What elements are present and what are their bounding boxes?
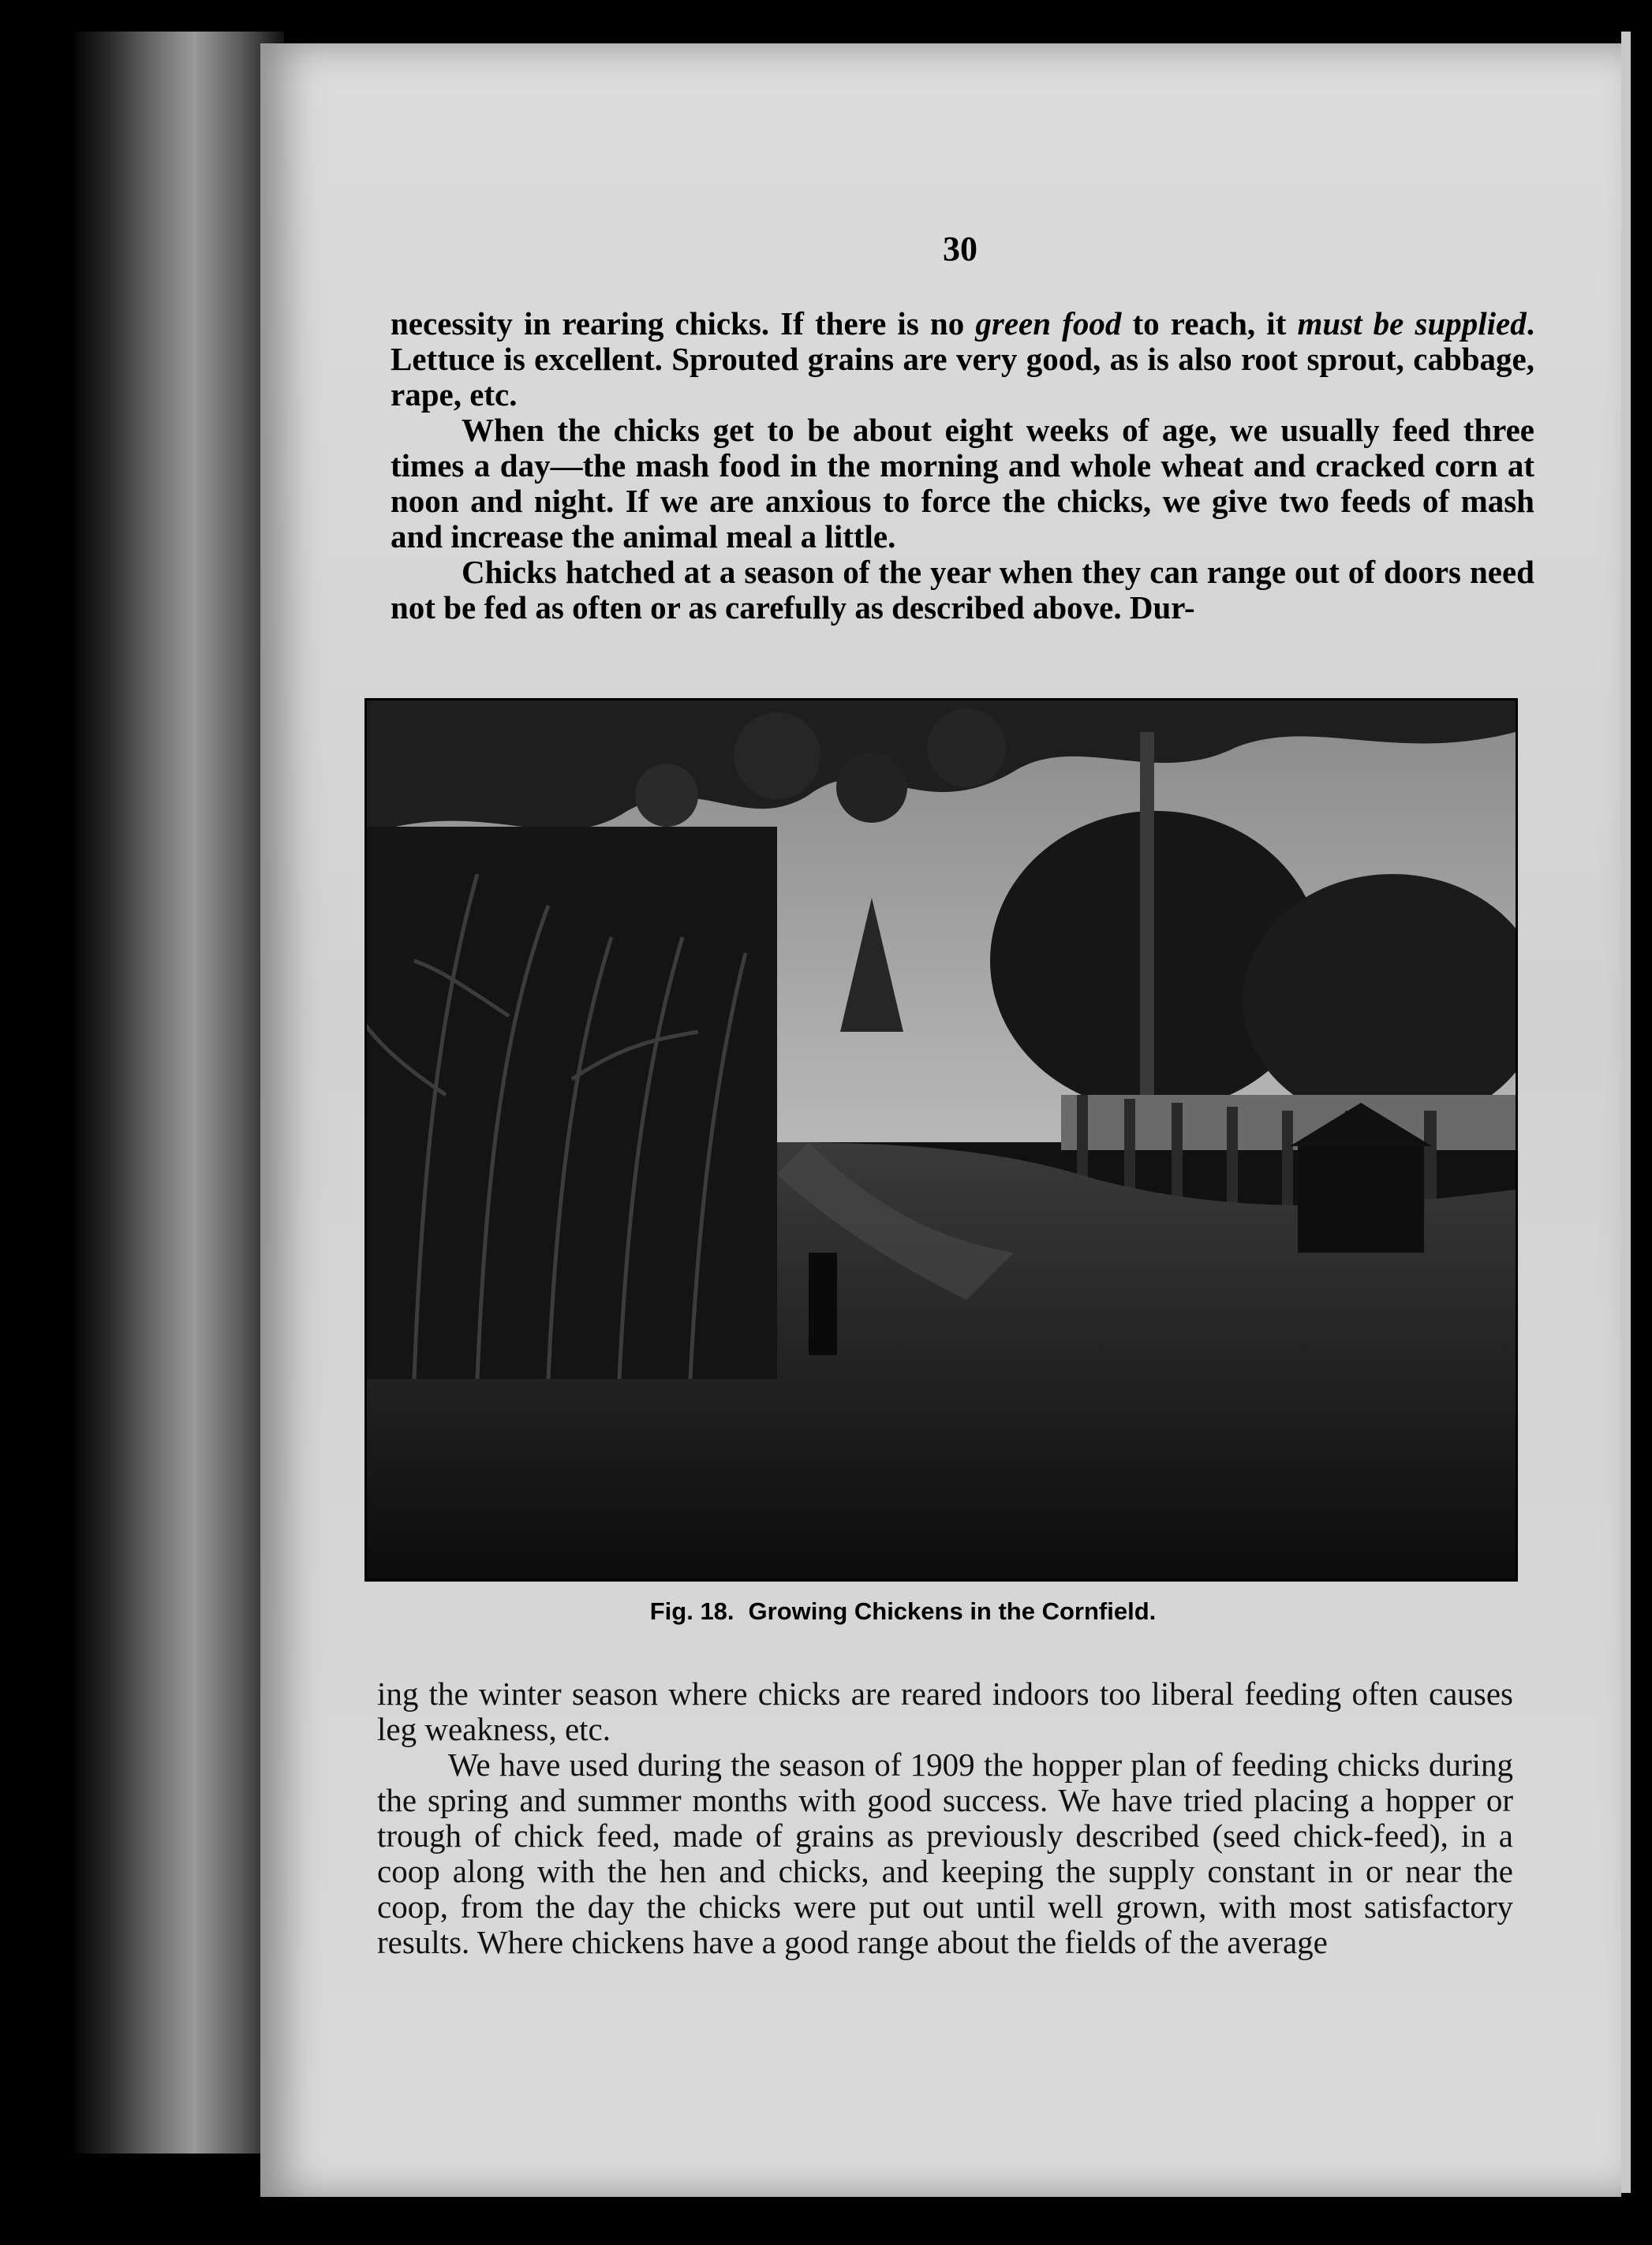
- book-spine: [71, 32, 284, 2153]
- cornfield-photo: [367, 700, 1516, 1579]
- paragraph-range-outdoors: Chicks hatched at a season of the year when they can range out of doors need not be fed as often or as carefully as described above. Dur-: [391, 554, 1534, 626]
- paragraph-green-food: necessity in rearing chicks. If there is no green food to reach, it must be supplied. Lettuce is excellent. Sprouted grains are very good, as is also root sprout, cabbage, rape, etc.: [391, 305, 1535, 413]
- page-edge: [1621, 32, 1631, 2193]
- figure-label: Fig. 18.: [649, 1597, 734, 1625]
- top-text-block: [391, 306, 1534, 626]
- figure-photograph: [364, 698, 1518, 1582]
- page-number: 30: [943, 230, 977, 268]
- figure-caption-text: Growing Chickens in the Cornfield.: [748, 1597, 1157, 1625]
- emphasis-green-food: green food: [975, 305, 1122, 342]
- figure-caption: [0, 1597, 1652, 1626]
- paragraph-hopper-plan: We have used during the season of 1909 the hopper plan of feeding chicks during the spring and summer months with good success. We have tried placing a hopper or trough of chick feed, made of grains as previously described (seed chick-feed), in a coop along with the hen and chicks, and keeping the supply constant in or near the coop, from the day the chicks were put out until well grown, with most satisfactory results. Where chickens have a good range about the fields of the average: [377, 1746, 1513, 1960]
- bottom-text-block: [377, 1676, 1513, 1960]
- paragraph-eight-weeks: When the chicks get to be about eight weeks of age, we usually feed three times a day—the mash food in the morning and whole wheat and cracked corn at noon and night. If we are anxious to force the chicks, we give two feeds of mash and increase the animal meal a little.: [391, 412, 1534, 555]
- emphasis-must-be-supplied: must be supplied: [1297, 305, 1527, 342]
- paragraph-winter-season: ing the winter season where chicks are reared indoors too liberal feeding often causes leg weakness, etc.: [377, 1675, 1513, 1747]
